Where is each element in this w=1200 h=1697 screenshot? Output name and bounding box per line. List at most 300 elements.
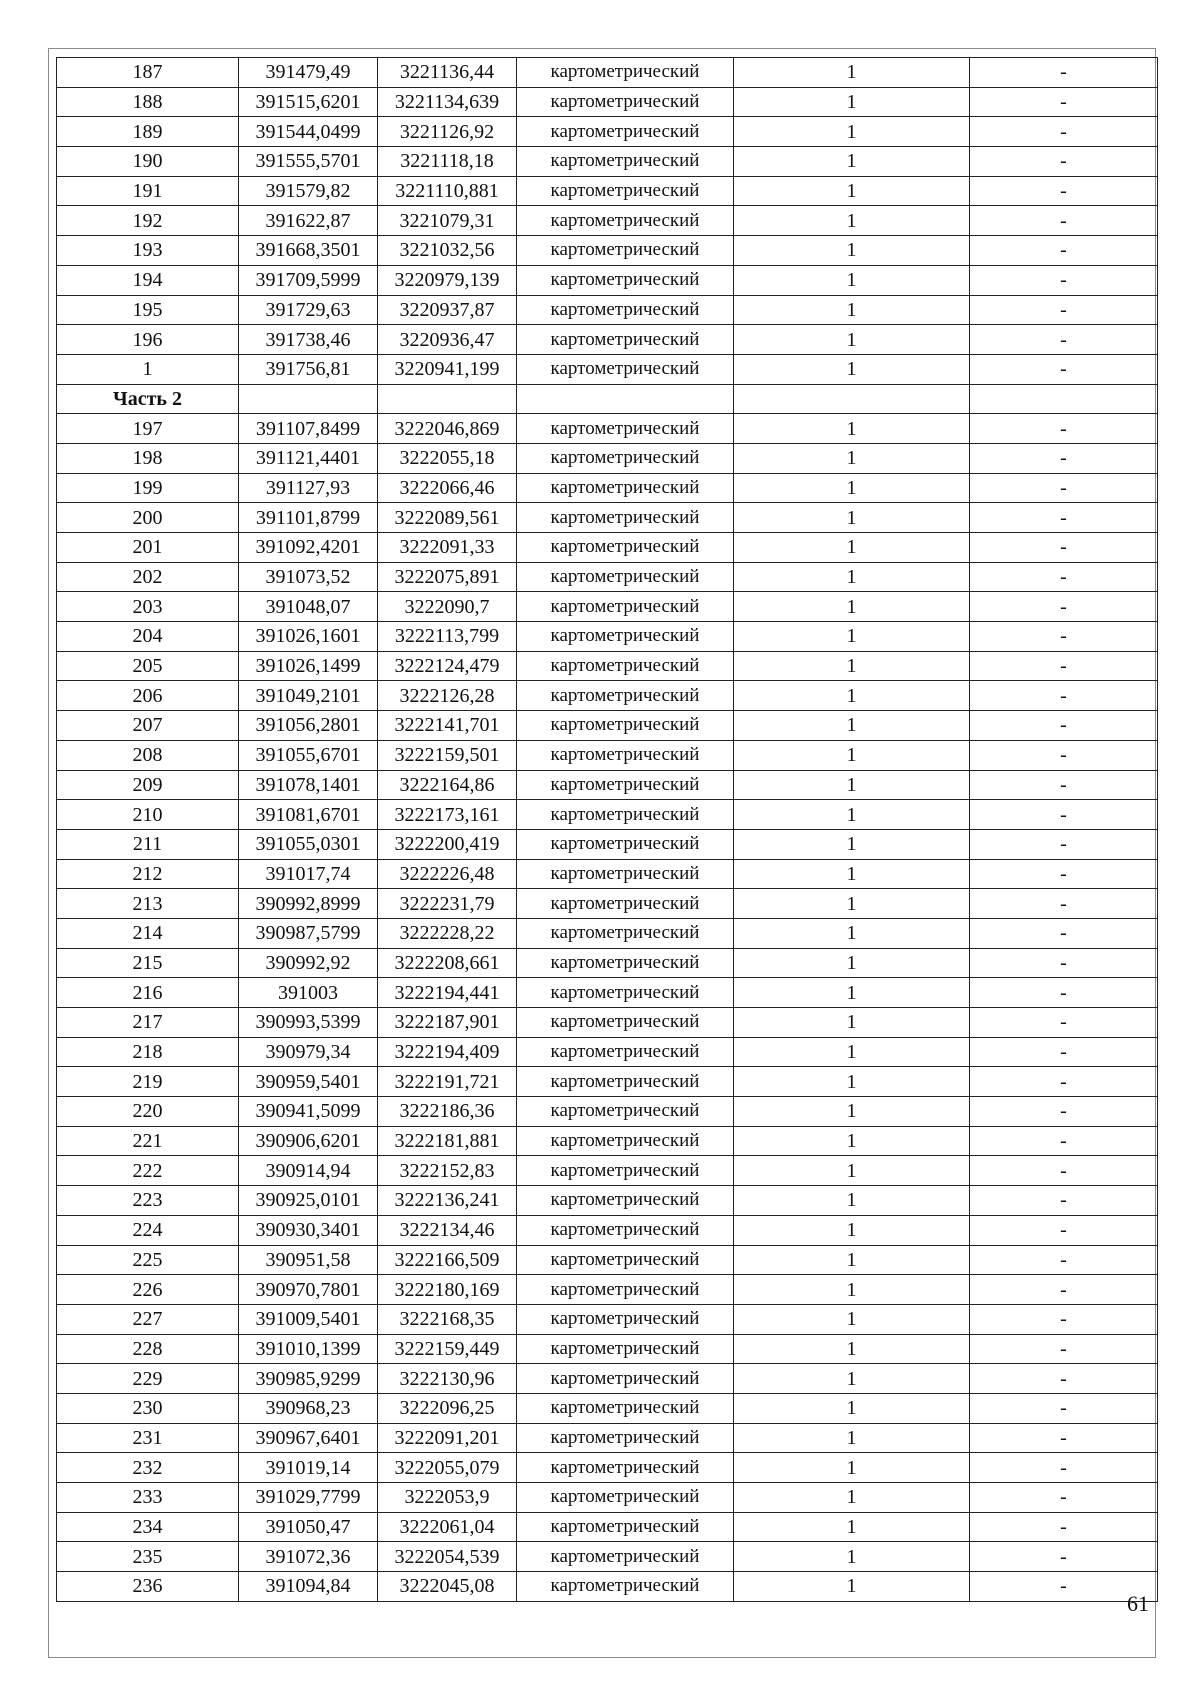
x-coordinate-cell: 390959,5401 xyxy=(239,1067,378,1097)
accuracy-cell: 1 xyxy=(734,1572,970,1602)
y-coordinate-cell: 3222141,701 xyxy=(378,711,517,741)
x-coordinate-cell: 390930,3401 xyxy=(239,1215,378,1245)
table-row xyxy=(57,414,1158,444)
x-coordinate-cell: 391479,49 xyxy=(239,58,378,88)
table-row xyxy=(57,117,1158,147)
x-coordinate-cell: 391048,07 xyxy=(239,592,378,622)
y-coordinate-cell: 3221110,881 xyxy=(378,176,517,206)
description-cell: - xyxy=(970,711,1158,741)
y-coordinate-cell: 3222152,83 xyxy=(378,1156,517,1186)
description-cell: - xyxy=(970,622,1158,652)
y-coordinate-cell: 3222164,86 xyxy=(378,770,517,800)
table-row xyxy=(57,58,1158,88)
x-coordinate-cell: 391622,87 xyxy=(239,206,378,236)
accuracy-cell: 1 xyxy=(734,1037,970,1067)
accuracy-cell: 1 xyxy=(734,443,970,473)
table-row xyxy=(57,265,1158,295)
x-coordinate-cell: 390992,92 xyxy=(239,948,378,978)
x-coordinate-cell: 390941,5099 xyxy=(239,1097,378,1127)
point-number-cell: 220 xyxy=(57,1097,239,1127)
table-row xyxy=(57,1186,1158,1216)
x-coordinate-cell: 390993,5399 xyxy=(239,1008,378,1038)
table-row xyxy=(57,1483,1158,1513)
point-number-cell: 225 xyxy=(57,1245,239,1275)
description-cell: - xyxy=(970,87,1158,117)
method-cell: картометрический xyxy=(517,533,734,563)
y-coordinate-cell: 3222134,46 xyxy=(378,1215,517,1245)
method-cell: картометрический xyxy=(517,1275,734,1305)
x-coordinate-cell: 391029,7799 xyxy=(239,1483,378,1513)
description-cell: - xyxy=(970,740,1158,770)
point-number-cell: 207 xyxy=(57,711,239,741)
description-cell: - xyxy=(970,562,1158,592)
y-coordinate-cell: 3222126,28 xyxy=(378,681,517,711)
table-row xyxy=(57,1067,1158,1097)
x-coordinate-cell: 390925,0101 xyxy=(239,1186,378,1216)
point-number-cell: 203 xyxy=(57,592,239,622)
accuracy-cell: 1 xyxy=(734,1097,970,1127)
point-number-cell: 1 xyxy=(57,354,239,384)
table-row xyxy=(57,681,1158,711)
description-cell: - xyxy=(970,651,1158,681)
empty-cell xyxy=(734,384,970,414)
method-cell: картометрический xyxy=(517,1542,734,1572)
method-cell: картометрический xyxy=(517,1483,734,1513)
point-number-cell: 223 xyxy=(57,1186,239,1216)
x-coordinate-cell: 391709,5999 xyxy=(239,265,378,295)
description-cell: - xyxy=(970,1275,1158,1305)
method-cell: картометрический xyxy=(517,147,734,177)
description-cell: - xyxy=(970,889,1158,919)
x-coordinate-cell: 391019,14 xyxy=(239,1453,378,1483)
accuracy-cell: 1 xyxy=(734,176,970,206)
accuracy-cell: 1 xyxy=(734,1304,970,1334)
table-row xyxy=(57,651,1158,681)
point-number-cell: 213 xyxy=(57,889,239,919)
accuracy-cell: 1 xyxy=(734,1126,970,1156)
table-row xyxy=(57,1008,1158,1038)
x-coordinate-cell: 391121,4401 xyxy=(239,443,378,473)
x-coordinate-cell: 391738,46 xyxy=(239,325,378,355)
description-cell: - xyxy=(970,147,1158,177)
method-cell: картометрический xyxy=(517,592,734,622)
method-cell: картометрический xyxy=(517,176,734,206)
accuracy-cell: 1 xyxy=(734,354,970,384)
description-cell: - xyxy=(970,770,1158,800)
description-cell: - xyxy=(970,1364,1158,1394)
method-cell: картометрический xyxy=(517,978,734,1008)
point-number-cell: 221 xyxy=(57,1126,239,1156)
accuracy-cell: 1 xyxy=(734,978,970,1008)
accuracy-cell: 1 xyxy=(734,592,970,622)
accuracy-cell: 1 xyxy=(734,1215,970,1245)
method-cell: картометрический xyxy=(517,1097,734,1127)
point-number-cell: 206 xyxy=(57,681,239,711)
description-cell: - xyxy=(970,1423,1158,1453)
y-coordinate-cell: 3222046,869 xyxy=(378,414,517,444)
point-number-cell: 227 xyxy=(57,1304,239,1334)
point-number-cell: 232 xyxy=(57,1453,239,1483)
x-coordinate-cell: 391073,52 xyxy=(239,562,378,592)
x-coordinate-cell: 391729,63 xyxy=(239,295,378,325)
table-row xyxy=(57,206,1158,236)
x-coordinate-cell: 391055,0301 xyxy=(239,829,378,859)
x-coordinate-cell: 391756,81 xyxy=(239,354,378,384)
accuracy-cell: 1 xyxy=(734,948,970,978)
table-row xyxy=(57,295,1158,325)
point-number-cell: 187 xyxy=(57,58,239,88)
y-coordinate-cell: 3222159,501 xyxy=(378,740,517,770)
y-coordinate-cell: 3222208,661 xyxy=(378,948,517,978)
coordinates-table-body xyxy=(57,58,1158,1602)
description-cell: - xyxy=(970,1126,1158,1156)
method-cell: картометрический xyxy=(517,354,734,384)
table-row xyxy=(57,592,1158,622)
method-cell: картометрический xyxy=(517,443,734,473)
table-row xyxy=(57,147,1158,177)
x-coordinate-cell: 391055,6701 xyxy=(239,740,378,770)
x-coordinate-cell: 391009,5401 xyxy=(239,1304,378,1334)
method-cell: картометрический xyxy=(517,859,734,889)
description-cell: - xyxy=(970,918,1158,948)
y-coordinate-cell: 3222159,449 xyxy=(378,1334,517,1364)
y-coordinate-cell: 3222187,901 xyxy=(378,1008,517,1038)
table-row xyxy=(57,325,1158,355)
accuracy-cell: 1 xyxy=(734,711,970,741)
description-cell: - xyxy=(970,176,1158,206)
method-cell: картометрический xyxy=(517,562,734,592)
method-cell: картометрический xyxy=(517,414,734,444)
point-number-cell: 233 xyxy=(57,1483,239,1513)
point-number-cell: 214 xyxy=(57,918,239,948)
y-coordinate-cell: 3220979,139 xyxy=(378,265,517,295)
x-coordinate-cell: 391515,6201 xyxy=(239,87,378,117)
method-cell: картометрический xyxy=(517,1067,734,1097)
point-number-cell: 208 xyxy=(57,740,239,770)
method-cell: картометрический xyxy=(517,117,734,147)
y-coordinate-cell: 3222091,33 xyxy=(378,533,517,563)
section-label: Часть 2 xyxy=(57,384,239,414)
x-coordinate-cell: 391094,84 xyxy=(239,1572,378,1602)
description-cell: - xyxy=(970,206,1158,236)
point-number-cell: 204 xyxy=(57,622,239,652)
accuracy-cell: 1 xyxy=(734,770,970,800)
table-row xyxy=(57,711,1158,741)
method-cell: картометрический xyxy=(517,1215,734,1245)
accuracy-cell: 1 xyxy=(734,859,970,889)
y-coordinate-cell: 3221079,31 xyxy=(378,206,517,236)
table-row xyxy=(57,1097,1158,1127)
x-coordinate-cell: 390967,6401 xyxy=(239,1423,378,1453)
description-cell: - xyxy=(970,800,1158,830)
y-coordinate-cell: 3222061,04 xyxy=(378,1512,517,1542)
method-cell: картометрический xyxy=(517,681,734,711)
accuracy-cell: 1 xyxy=(734,1542,970,1572)
method-cell: картометрический xyxy=(517,1037,734,1067)
x-coordinate-cell: 391092,4201 xyxy=(239,533,378,563)
method-cell: картометрический xyxy=(517,87,734,117)
method-cell: картометрический xyxy=(517,1156,734,1186)
y-coordinate-cell: 3220941,199 xyxy=(378,354,517,384)
y-coordinate-cell: 3222181,881 xyxy=(378,1126,517,1156)
description-cell: - xyxy=(970,295,1158,325)
table-row xyxy=(57,889,1158,919)
y-coordinate-cell: 3222200,419 xyxy=(378,829,517,859)
table-row xyxy=(57,176,1158,206)
method-cell: картометрический xyxy=(517,1245,734,1275)
point-number-cell: 190 xyxy=(57,147,239,177)
description-cell: - xyxy=(970,354,1158,384)
accuracy-cell: 1 xyxy=(734,473,970,503)
description-cell: - xyxy=(970,1512,1158,1542)
description-cell: - xyxy=(970,1304,1158,1334)
table-row xyxy=(57,503,1158,533)
method-cell: картометрический xyxy=(517,770,734,800)
method-cell: картометрический xyxy=(517,918,734,948)
point-number-cell: 212 xyxy=(57,859,239,889)
table-row xyxy=(57,1542,1158,1572)
method-cell: картометрический xyxy=(517,1393,734,1423)
description-cell: - xyxy=(970,592,1158,622)
x-coordinate-cell: 391072,36 xyxy=(239,1542,378,1572)
method-cell: картометрический xyxy=(517,1008,734,1038)
description-cell: - xyxy=(970,978,1158,1008)
table-row xyxy=(57,1572,1158,1602)
description-cell: - xyxy=(970,1186,1158,1216)
table-row xyxy=(57,1275,1158,1305)
y-coordinate-cell: 3222228,22 xyxy=(378,918,517,948)
point-number-cell: 201 xyxy=(57,533,239,563)
y-coordinate-cell: 3222045,08 xyxy=(378,1572,517,1602)
x-coordinate-cell: 391544,0499 xyxy=(239,117,378,147)
point-number-cell: 205 xyxy=(57,651,239,681)
y-coordinate-cell: 3222055,18 xyxy=(378,443,517,473)
x-coordinate-cell: 390992,8999 xyxy=(239,889,378,919)
x-coordinate-cell: 391127,93 xyxy=(239,473,378,503)
y-coordinate-cell: 3221126,92 xyxy=(378,117,517,147)
accuracy-cell: 1 xyxy=(734,889,970,919)
accuracy-cell: 1 xyxy=(734,1156,970,1186)
x-coordinate-cell: 391017,74 xyxy=(239,859,378,889)
page-number: 61 xyxy=(1127,1591,1149,1616)
method-cell: картометрический xyxy=(517,1423,734,1453)
table-row xyxy=(57,1423,1158,1453)
description-cell: - xyxy=(970,503,1158,533)
point-number-cell: 234 xyxy=(57,1512,239,1542)
y-coordinate-cell: 3222173,161 xyxy=(378,800,517,830)
point-number-cell: 199 xyxy=(57,473,239,503)
y-coordinate-cell: 3222231,79 xyxy=(378,889,517,919)
y-coordinate-cell: 3222089,561 xyxy=(378,503,517,533)
table-row xyxy=(57,740,1158,770)
table-row xyxy=(57,800,1158,830)
table-row xyxy=(57,562,1158,592)
x-coordinate-cell: 390985,9299 xyxy=(239,1364,378,1394)
x-coordinate-cell: 391078,1401 xyxy=(239,770,378,800)
x-coordinate-cell: 390987,5799 xyxy=(239,918,378,948)
accuracy-cell: 1 xyxy=(734,562,970,592)
method-cell: картометрический xyxy=(517,800,734,830)
method-cell: картометрический xyxy=(517,1572,734,1602)
point-number-cell: 222 xyxy=(57,1156,239,1186)
coordinates-table xyxy=(56,57,1158,1602)
y-coordinate-cell: 3222054,539 xyxy=(378,1542,517,1572)
y-coordinate-cell: 3221136,44 xyxy=(378,58,517,88)
accuracy-cell: 1 xyxy=(734,622,970,652)
point-number-cell: 211 xyxy=(57,829,239,859)
x-coordinate-cell: 391081,6701 xyxy=(239,800,378,830)
x-coordinate-cell: 391049,2101 xyxy=(239,681,378,711)
description-cell: - xyxy=(970,1067,1158,1097)
point-number-cell: 196 xyxy=(57,325,239,355)
accuracy-cell: 1 xyxy=(734,206,970,236)
table-row xyxy=(57,948,1158,978)
point-number-cell: 235 xyxy=(57,1542,239,1572)
point-number-cell: 188 xyxy=(57,87,239,117)
table-row xyxy=(57,829,1158,859)
method-cell: картометрический xyxy=(517,1126,734,1156)
table-row xyxy=(57,443,1158,473)
point-number-cell: 197 xyxy=(57,414,239,444)
y-coordinate-cell: 3222194,409 xyxy=(378,1037,517,1067)
accuracy-cell: 1 xyxy=(734,1512,970,1542)
method-cell: картометрический xyxy=(517,1364,734,1394)
description-cell: - xyxy=(970,58,1158,88)
description-cell: - xyxy=(970,414,1158,444)
empty-cell xyxy=(239,384,378,414)
accuracy-cell: 1 xyxy=(734,503,970,533)
point-number-cell: 209 xyxy=(57,770,239,800)
y-coordinate-cell: 3222091,201 xyxy=(378,1423,517,1453)
point-number-cell: 228 xyxy=(57,1334,239,1364)
table-row xyxy=(57,236,1158,266)
method-cell: картометрический xyxy=(517,236,734,266)
x-coordinate-cell: 391101,8799 xyxy=(239,503,378,533)
table-row xyxy=(57,1245,1158,1275)
description-cell: - xyxy=(970,1097,1158,1127)
accuracy-cell: 1 xyxy=(734,1334,970,1364)
point-number-cell: 215 xyxy=(57,948,239,978)
point-number-cell: 217 xyxy=(57,1008,239,1038)
y-coordinate-cell: 3222136,241 xyxy=(378,1186,517,1216)
table-row xyxy=(57,770,1158,800)
y-coordinate-cell: 3222191,721 xyxy=(378,1067,517,1097)
table-row xyxy=(57,1126,1158,1156)
x-coordinate-cell: 391010,1399 xyxy=(239,1334,378,1364)
table-row xyxy=(57,533,1158,563)
table-row xyxy=(57,859,1158,889)
empty-cell xyxy=(517,384,734,414)
description-cell: - xyxy=(970,1037,1158,1067)
description-cell: - xyxy=(970,265,1158,295)
point-number-cell: 191 xyxy=(57,176,239,206)
description-cell: - xyxy=(970,325,1158,355)
point-number-cell: 194 xyxy=(57,265,239,295)
method-cell: картометрический xyxy=(517,829,734,859)
x-coordinate-cell: 391026,1499 xyxy=(239,651,378,681)
x-coordinate-cell: 391026,1601 xyxy=(239,622,378,652)
description-cell: - xyxy=(970,948,1158,978)
description-cell: - xyxy=(970,1334,1158,1364)
point-number-cell: 224 xyxy=(57,1215,239,1245)
y-coordinate-cell: 3222186,36 xyxy=(378,1097,517,1127)
x-coordinate-cell: 390914,94 xyxy=(239,1156,378,1186)
section-row xyxy=(57,384,1158,414)
description-cell: - xyxy=(970,1245,1158,1275)
table-row xyxy=(57,978,1158,1008)
accuracy-cell: 1 xyxy=(734,1423,970,1453)
accuracy-cell: 1 xyxy=(734,1275,970,1305)
method-cell: картометрический xyxy=(517,889,734,919)
table-row xyxy=(57,1215,1158,1245)
point-number-cell: 189 xyxy=(57,117,239,147)
x-coordinate-cell: 391555,5701 xyxy=(239,147,378,177)
method-cell: картометрический xyxy=(517,473,734,503)
empty-cell xyxy=(970,384,1158,414)
method-cell: картометрический xyxy=(517,206,734,236)
method-cell: картометрический xyxy=(517,1334,734,1364)
accuracy-cell: 1 xyxy=(734,117,970,147)
accuracy-cell: 1 xyxy=(734,829,970,859)
accuracy-cell: 1 xyxy=(734,918,970,948)
description-cell: - xyxy=(970,1008,1158,1038)
y-coordinate-cell: 3222130,96 xyxy=(378,1364,517,1394)
accuracy-cell: 1 xyxy=(734,1364,970,1394)
method-cell: картометрический xyxy=(517,265,734,295)
point-number-cell: 216 xyxy=(57,978,239,1008)
x-coordinate-cell: 390979,34 xyxy=(239,1037,378,1067)
table-row xyxy=(57,1037,1158,1067)
y-coordinate-cell: 3221134,639 xyxy=(378,87,517,117)
y-coordinate-cell: 3222096,25 xyxy=(378,1393,517,1423)
accuracy-cell: 1 xyxy=(734,651,970,681)
description-cell: - xyxy=(970,1572,1158,1602)
x-coordinate-cell: 390951,58 xyxy=(239,1245,378,1275)
table-row xyxy=(57,622,1158,652)
table-row xyxy=(57,1304,1158,1334)
point-number-cell: 195 xyxy=(57,295,239,325)
table-row xyxy=(57,1393,1158,1423)
accuracy-cell: 1 xyxy=(734,1008,970,1038)
point-number-cell: 226 xyxy=(57,1275,239,1305)
y-coordinate-cell: 3222075,891 xyxy=(378,562,517,592)
x-coordinate-cell: 391668,3501 xyxy=(239,236,378,266)
accuracy-cell: 1 xyxy=(734,681,970,711)
table-row xyxy=(57,1364,1158,1394)
accuracy-cell: 1 xyxy=(734,533,970,563)
y-coordinate-cell: 3220937,87 xyxy=(378,295,517,325)
method-cell: картометрический xyxy=(517,295,734,325)
description-cell: - xyxy=(970,1156,1158,1186)
description-cell: - xyxy=(970,1542,1158,1572)
table-row xyxy=(57,473,1158,503)
accuracy-cell: 1 xyxy=(734,740,970,770)
accuracy-cell: 1 xyxy=(734,1393,970,1423)
x-coordinate-cell: 390906,6201 xyxy=(239,1126,378,1156)
method-cell: картометрический xyxy=(517,740,734,770)
accuracy-cell: 1 xyxy=(734,1453,970,1483)
method-cell: картометрический xyxy=(517,711,734,741)
description-cell: - xyxy=(970,236,1158,266)
y-coordinate-cell: 3222168,35 xyxy=(378,1304,517,1334)
table-row xyxy=(57,1334,1158,1364)
y-coordinate-cell: 3222055,079 xyxy=(378,1453,517,1483)
accuracy-cell: 1 xyxy=(734,58,970,88)
y-coordinate-cell: 3221118,18 xyxy=(378,147,517,177)
table-row xyxy=(57,1512,1158,1542)
description-cell: - xyxy=(970,443,1158,473)
description-cell: - xyxy=(970,859,1158,889)
